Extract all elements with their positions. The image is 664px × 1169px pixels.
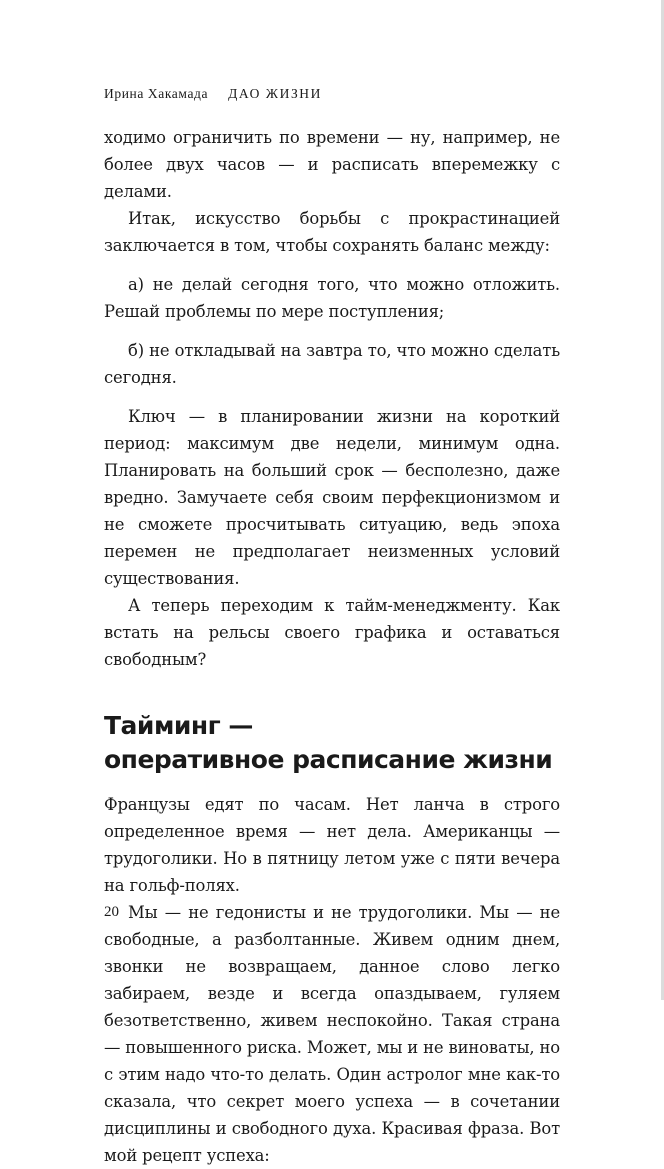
running-head — [104, 86, 322, 102]
paragraph: Итак, искусство борьбы с прокрастинацией заключается в том, чтобы сохранять баланс между: — [104, 209, 560, 255]
list-item: а) не делай сегодня того, что можно отложить. Решай проблемы по мере поступления; — [104, 275, 560, 321]
main-text — [104, 124, 560, 1169]
section-heading-line-2: оперативное расписание жизни — [104, 745, 553, 774]
running-head-book-title: ДАО ЖИЗНИ — [228, 86, 323, 101]
paragraph: Мы — не гедонисты и не трудоголики. Мы — не свободные, а разболтанные. Живем одним днем, звонки не возвращаем, данное слово легко забираем, везде и всегда опаздываем, гуляем безответственно, живем неспокойно. Такая страна — повышенного риска. Может, мы и не виноваты, но с этим надо что-то делать. Один астролог мне как-то сказала, что секрет моего успеха — в сочетании дисциплины и свободного духа. Красивая фраза. Вот мой рецепт успеха: — [104, 903, 560, 1165]
paragraph-continuation: ходимо ограничить по времени — ну, например, не более двух часов — и расписать вперемежку с делами. — [104, 128, 560, 201]
section-heading — [104, 709, 560, 777]
paragraph: Французы едят по часам. Нет ланча в строго определенное время — нет дела. Американцы — трудоголики. Но в пятницу летом уже с пяти вечера на гольф-полях. — [104, 795, 560, 895]
list-item: б) не откладывай на завтра то, что можно сделать сегодня. — [104, 341, 560, 387]
page-number: 20 — [104, 904, 119, 920]
paragraph: А теперь переходим к тайм-менеджменту. Как встать на рельсы своего графика и оставаться свободным? — [104, 596, 560, 669]
paragraph: Ключ — в планировании жизни на короткий период: максимум две недели, минимум одна. Планировать на больший срок — бесполезно, даже вредно. Замучаете себя своим перфекционизмом и не сможете просчитывать ситуацию, ведь эпоха перемен не предполагает неизменных условий существования. — [104, 407, 560, 588]
section-heading-line-1: Тайминг — — [104, 711, 253, 740]
running-head-author: Ирина Хакамада — [104, 86, 209, 101]
